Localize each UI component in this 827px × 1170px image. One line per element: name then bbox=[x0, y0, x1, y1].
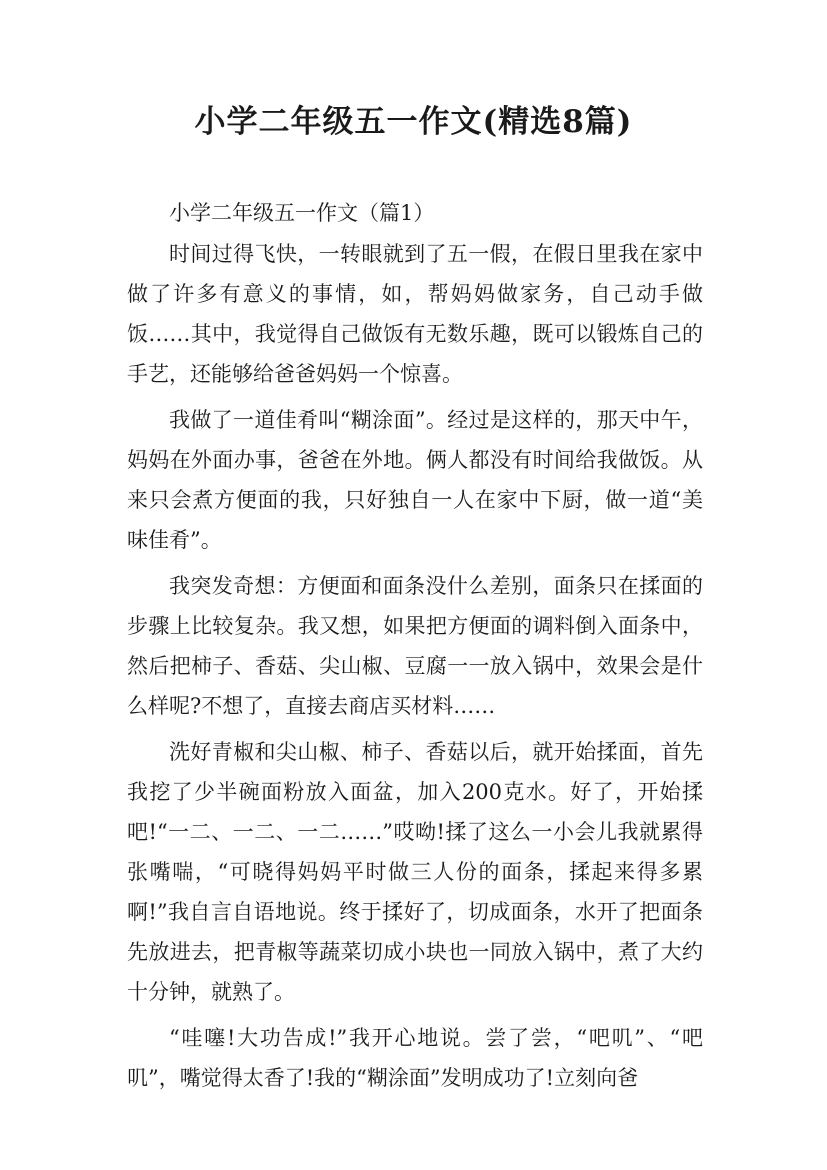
paragraph-3: 我突发奇想：方便面和面条没什么差别，面条只在揉面的步骤上比较复杂。我又想，如果把方便面的调料倒入面条中，然后把柿子、香菇、尖山椒、豆腐一一放入锅中，效果会是什么样呢?不想了，直接去商店买材料…… bbox=[127, 574, 703, 718]
paragraph-5: “哇噻!大功告成!”我开心地说。尝了尝，“吧叽”、“吧叽”，嘴觉得太香了!我的“糊涂面”发明成功了!立刻向爸 bbox=[127, 1026, 703, 1090]
section-heading: 小学二年级五一作文（篇1） bbox=[169, 201, 435, 225]
paragraph-4: 洗好青椒和尖山椒、柿子、香菇以后，就开始揉面，首先我挖了少半碗面粉放入面盆，加入200克水。好了，开始揉吧!“一二、一二、一二……”哎呦!揉了这么一小会儿我就累得张嘴喘，“可晓得妈妈平时做三人份的面条，揉起来得多累啊!”我自言自语地说。终于揉好了，切成面条，水开了把面条先放进去，把青椒等蔬菜切成小块也一同放入锅中，煮了大约十分钟，就熟了。 bbox=[127, 740, 703, 1004]
paragraph-1: 时间过得飞快，一转眼就到了五一假，在假日里我在家中做了许多有意义的事情，如，帮妈妈做家务，自己动手做饭……其中，我觉得自己做饭有无数乐趣，既可以锻炼自己的手艺，还能够给爸爸妈妈一个惊喜。 bbox=[127, 242, 703, 386]
document-title: 小学二年级五一作文(精选8篇) bbox=[194, 104, 633, 140]
document-body bbox=[127, 192, 703, 1104]
paragraph-2: 我做了一道佳肴叫“糊涂面”。经过是这样的，那天中午，妈妈在外面办事，爸爸在外地。俩人都没有时间给我做饭。从来只会煮方便面的我，只好独自一人在家中下厨，做一道“美味佳肴”。 bbox=[127, 408, 703, 552]
